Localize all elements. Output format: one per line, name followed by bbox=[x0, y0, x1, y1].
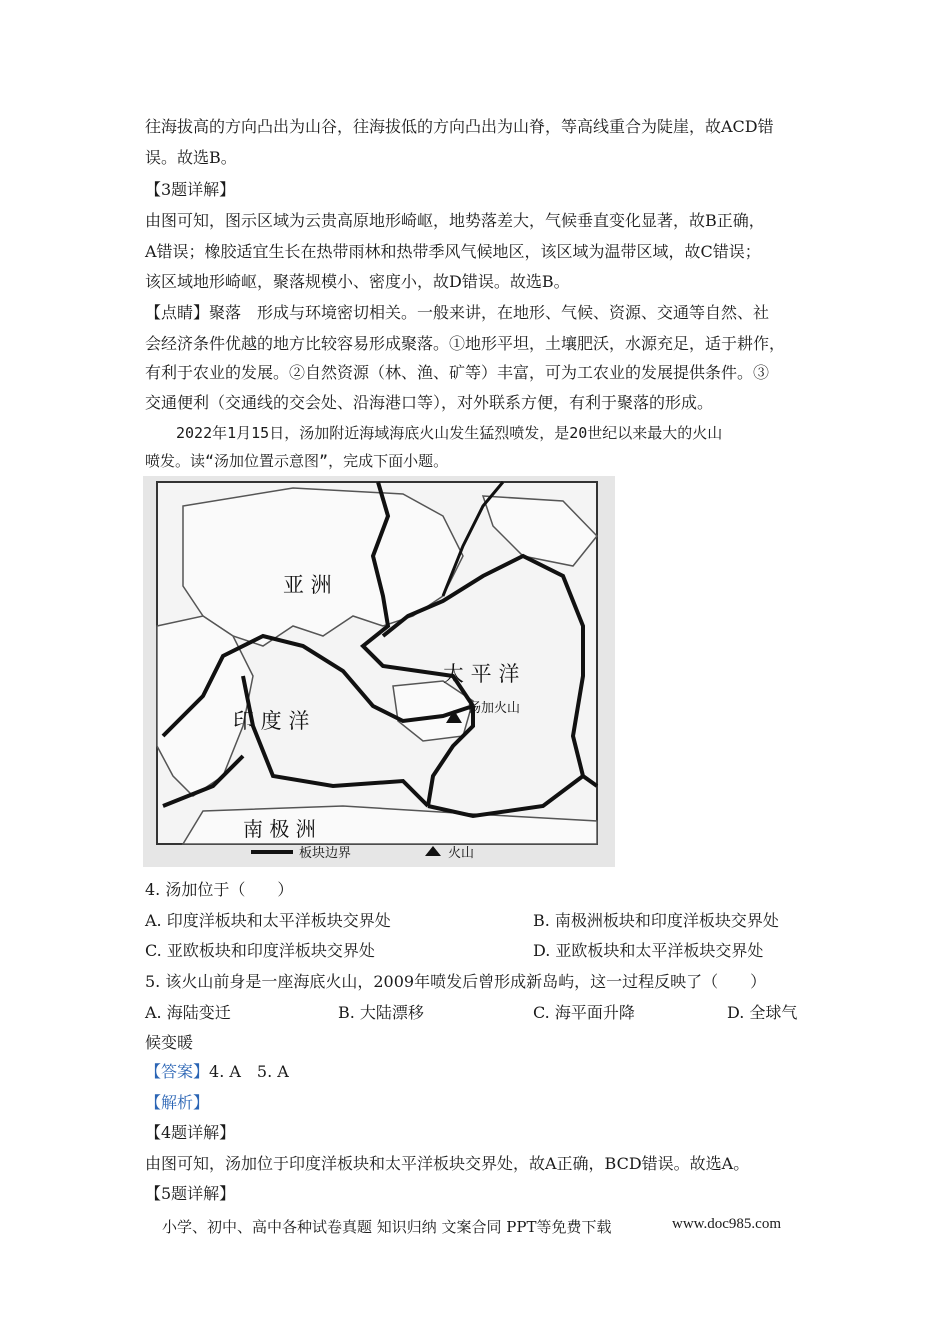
section-heading-5: 【5题详解】 bbox=[145, 1184, 236, 1203]
tip-line: 有利于农业的发展。②自然资源（林、渔、矿等）丰富，可为工农业的发展提供条件。③ bbox=[145, 363, 770, 382]
legend-boundary-label: 板块边界 bbox=[299, 846, 352, 861]
text-line: 由图可知，汤加位于印度洋板块和太平洋板块交界处，故A正确，BCD错误。故选A。 bbox=[145, 1154, 750, 1173]
footer-text: 小学、初中、高中各种试卷真题 知识归纳 文案合同 PPT等免费下载 bbox=[162, 1218, 612, 1236]
q5-option-d-continued: 候变暖 bbox=[145, 1033, 194, 1052]
answer-label: 【答案】 bbox=[145, 1062, 210, 1081]
label-antarctica: 南 极 洲 bbox=[243, 817, 316, 841]
text-line: 误。故选B。 bbox=[145, 148, 237, 167]
label-pacific: 太 平 洋 bbox=[443, 662, 520, 686]
text-line: 往海拔高的方向凸出为山谷，往海拔低的方向凸出为山脊，等高线重合为陡崖，故ACD错 bbox=[145, 117, 774, 136]
tip-line: 会经济条件优越的地方比较容易形成聚落。①地形平坦，土壤肥沃，水源充足，适于耕作， bbox=[145, 334, 786, 353]
analysis-label: 【解析】 bbox=[145, 1093, 210, 1112]
section-heading-3: 【3题详解】 bbox=[145, 180, 236, 199]
legend-volcano-label: 火山 bbox=[448, 846, 475, 861]
q4-option-c: C. 亚欧板块和印度洋板块交界处 bbox=[145, 941, 375, 960]
footer-url[interactable]: www.doc985.com bbox=[672, 1216, 782, 1232]
question-5-stem: 5. 该火山前身是一座海底火山，2009年喷发后曾形成新岛屿，这一过程反映了（ ） bbox=[145, 972, 767, 991]
tip-line: 【点睛】聚落 形成与环境密切相关。一般来讲，在地形、气候、资源、交通等自然、社 bbox=[145, 303, 770, 322]
label-tonga-volcano: 汤加火山 bbox=[468, 701, 521, 716]
answer-text: 4. A 5. A bbox=[209, 1062, 289, 1081]
label-indian-ocean: 印 度 洋 bbox=[233, 709, 310, 733]
question-intro: 2022年1月15日，汤加附近海域海底火山发生猛烈喷发，是20世纪以来最大的火山 bbox=[176, 424, 723, 442]
answer-line bbox=[145, 1062, 289, 1082]
q5-option-d: D. 全球气 bbox=[727, 1003, 798, 1022]
text-line: 由图可知，图示区域为云贵高原地形崎岖，地势落差大，气候垂直变化显著，故B正确， bbox=[145, 211, 765, 230]
q4-option-d: D. 亚欧板块和太平洋板块交界处 bbox=[533, 941, 764, 960]
text-line: 该区域地形崎岖，聚落规模小、密度小，故D错误。故选B。 bbox=[145, 272, 570, 291]
text-line: A错误；橡胶适宜生长在热带雨林和热带季风气候地区，该区域为温带区域，故C错误； bbox=[145, 242, 761, 261]
tonga-location-map bbox=[143, 476, 615, 867]
tip-line: 交通便利（交通线的交会处、沿海港口等），对外联系方便，有利于聚落的形成。 bbox=[145, 393, 714, 412]
q5-option-b: B. 大陆漂移 bbox=[338, 1003, 424, 1022]
page-footer bbox=[162, 1216, 782, 1237]
label-asia: 亚 洲 bbox=[283, 573, 332, 597]
q5-option-c: C. 海平面升降 bbox=[533, 1003, 635, 1022]
q4-option-b: B. 南极洲板块和印度洋板块交界处 bbox=[533, 911, 779, 930]
map-svg bbox=[143, 476, 615, 867]
question-4-stem: 4. 汤加位于（ ） bbox=[145, 880, 294, 899]
q5-option-a: A. 海陆变迁 bbox=[145, 1003, 231, 1022]
question-intro: 喷发。读“汤加位置示意图”，完成下面小题。 bbox=[145, 452, 449, 470]
q4-option-a: A. 印度洋板块和太平洋板块交界处 bbox=[145, 911, 391, 930]
section-heading-4: 【4题详解】 bbox=[145, 1123, 236, 1142]
